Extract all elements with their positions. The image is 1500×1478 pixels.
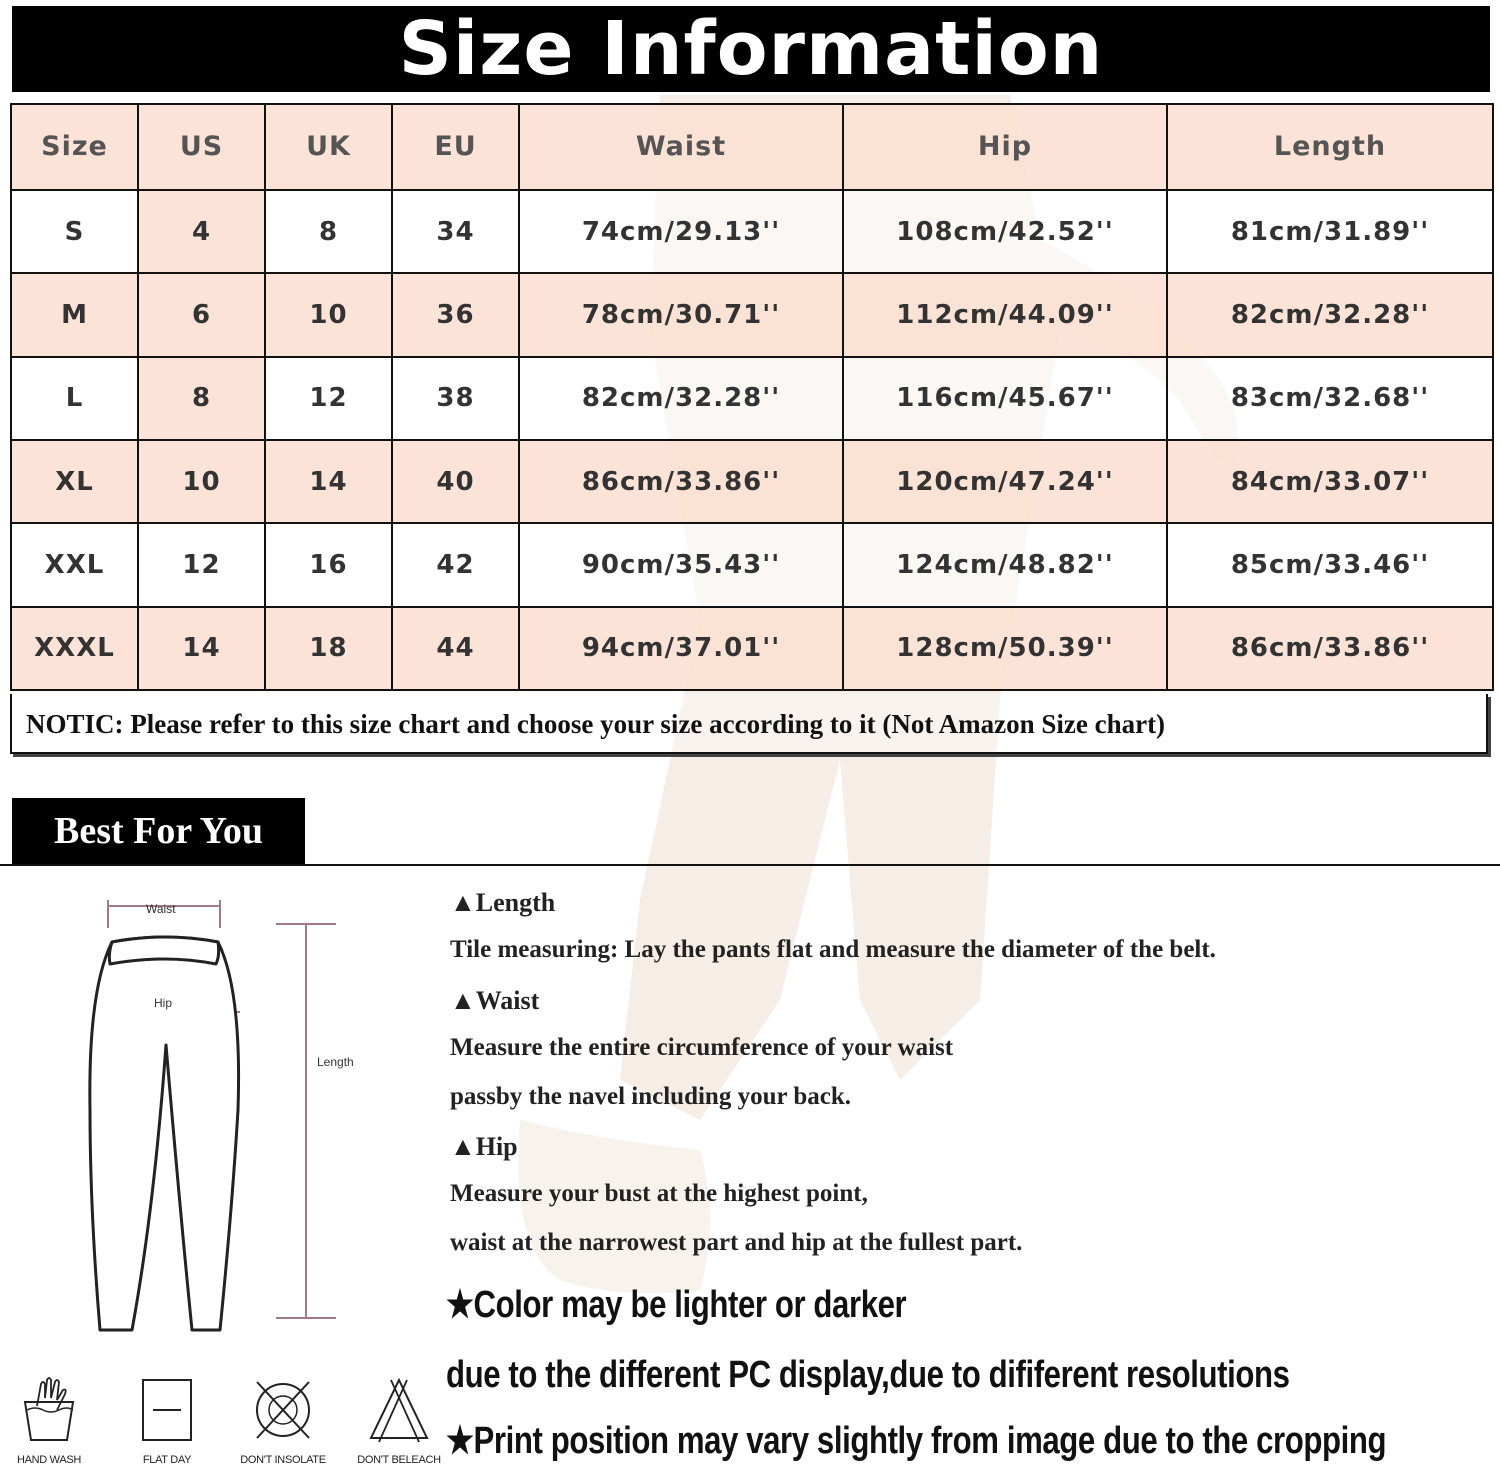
- table-row: [11, 190, 1493, 273]
- care-label: HAND WASH: [16, 1454, 82, 1466]
- cell-us: 4: [138, 190, 265, 273]
- cell-uk: 14: [265, 440, 392, 523]
- table-row: [11, 523, 1493, 606]
- cell-hip: 112cm/44.09'': [843, 273, 1167, 356]
- flat-dry-icon: [139, 1376, 195, 1444]
- hip-heading: ▲Hip: [450, 1132, 518, 1161]
- diagram-waist-label: Waist: [146, 902, 176, 916]
- cell-eu: 38: [392, 357, 519, 440]
- cell-length: 86cm/33.86'': [1167, 607, 1493, 690]
- cell-length: 82cm/32.28'': [1167, 273, 1493, 356]
- print-position-note: ★Print position may vary slightly from image due to the cropping: [446, 1420, 1387, 1462]
- cell-uk: 10: [265, 273, 392, 356]
- table-row: [11, 440, 1493, 523]
- best-for-you-heading: Best For You: [12, 798, 305, 864]
- cell-uk: 8: [265, 190, 392, 273]
- cell-us: 14: [138, 607, 265, 690]
- cell-length: 83cm/32.68'': [1167, 357, 1493, 440]
- cell-size: L: [11, 357, 138, 440]
- care-label: FLAT DAY: [142, 1454, 192, 1466]
- cell-eu: 42: [392, 523, 519, 606]
- cell-eu: 36: [392, 273, 519, 356]
- cell-waist: 78cm/30.71'': [519, 273, 843, 356]
- table-row: [11, 607, 1493, 690]
- size-table: [10, 103, 1494, 691]
- waist-heading: ▲Waist: [450, 986, 540, 1015]
- cell-hip: 108cm/42.52'': [843, 190, 1167, 273]
- cell-us: 6: [138, 273, 265, 356]
- cell-size: M: [11, 273, 138, 356]
- table-header-row: [11, 104, 1493, 190]
- care-item-hand-wash: [0, 1376, 104, 1466]
- length-heading: ▲Length: [450, 888, 556, 917]
- hand-wash-icon: [17, 1376, 81, 1444]
- cell-size: XXXL: [11, 607, 138, 690]
- hip-instruction-2: waist at the narrowest part and hip at the fullest part.: [450, 1229, 1023, 1256]
- care-item-flat-dry: [112, 1376, 222, 1466]
- length-instruction: Tile measuring: Lay the pants flat and measure the diameter of the belt.: [450, 936, 1216, 963]
- waist-instruction-1: Measure the entire circumference of your waist: [450, 1034, 954, 1061]
- cell-us: 12: [138, 523, 265, 606]
- cell-size: XXL: [11, 523, 138, 606]
- color-note: ★Color may be lighter or darker: [446, 1284, 907, 1326]
- display-note: due to the different PC display,due to dififerent resolutions: [446, 1354, 1290, 1396]
- column-header-us: US: [138, 104, 265, 190]
- care-item-do-not-bleach: [344, 1376, 454, 1466]
- cell-waist: 74cm/29.13'': [519, 190, 843, 273]
- do-not-tumble-icon: [251, 1376, 315, 1444]
- cell-uk: 18: [265, 607, 392, 690]
- column-header-eu: EU: [392, 104, 519, 190]
- cell-length: 84cm/33.07'': [1167, 440, 1493, 523]
- cell-us: 8: [138, 357, 265, 440]
- cell-us: 10: [138, 440, 265, 523]
- size-chart-notice: NOTIC: Please refer to this size chart and choose your size according to it (Not Amazon Size chart): [10, 694, 1488, 754]
- column-header-hip: Hip: [843, 104, 1167, 190]
- diagram-hip-label: Hip: [154, 996, 173, 1010]
- cell-eu: 44: [392, 607, 519, 690]
- column-header-waist: Waist: [519, 104, 843, 190]
- waist-instruction-2: passby the navel including your back.: [450, 1083, 852, 1110]
- cell-waist: 86cm/33.86'': [519, 440, 843, 523]
- column-header-length: Length: [1167, 104, 1493, 190]
- care-item-do-not-tumble: [228, 1376, 338, 1466]
- cell-hip: 120cm/47.24'': [843, 440, 1167, 523]
- cell-hip: 128cm/50.39'': [843, 607, 1167, 690]
- cell-uk: 12: [265, 357, 392, 440]
- table-row: [11, 273, 1493, 356]
- cell-eu: 40: [392, 440, 519, 523]
- cell-length: 81cm/31.89'': [1167, 190, 1493, 273]
- cell-size: XL: [11, 440, 138, 523]
- cell-waist: 82cm/32.28'': [519, 357, 843, 440]
- diagram-length-label: Length: [317, 1055, 354, 1069]
- care-label: DON'T INSOLATE: [240, 1454, 326, 1466]
- cell-hip: 116cm/45.67'': [843, 357, 1167, 440]
- pants-measurement-diagram: [70, 880, 390, 1350]
- column-header-uk: UK: [265, 104, 392, 190]
- cell-size: S: [11, 190, 138, 273]
- section-divider: [0, 864, 1500, 866]
- page-title: Size Information: [12, 6, 1490, 92]
- cell-eu: 34: [392, 190, 519, 273]
- column-header-size: Size: [11, 104, 138, 190]
- hip-instruction-1: Measure your bust at the highest point,: [450, 1180, 868, 1207]
- cell-length: 85cm/33.46'': [1167, 523, 1493, 606]
- cell-hip: 124cm/48.82'': [843, 523, 1167, 606]
- do-not-bleach-icon: [367, 1376, 431, 1444]
- cell-waist: 90cm/35.43'': [519, 523, 843, 606]
- cell-uk: 16: [265, 523, 392, 606]
- table-row: [11, 357, 1493, 440]
- care-label: DON'T BELEACH: [357, 1454, 441, 1466]
- cell-waist: 94cm/37.01'': [519, 607, 843, 690]
